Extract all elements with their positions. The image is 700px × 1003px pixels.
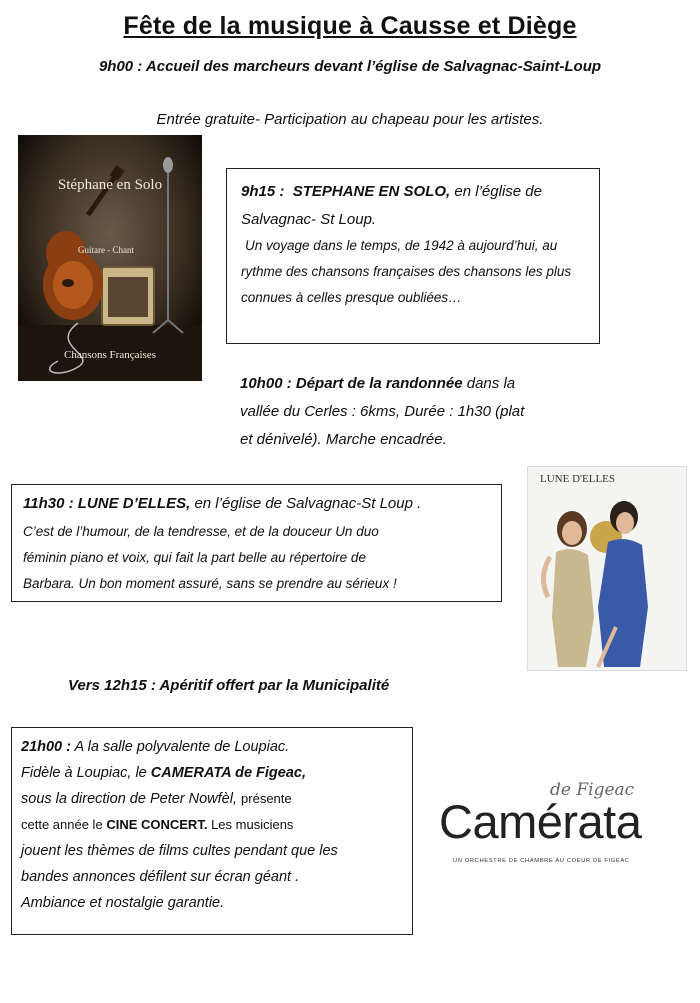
hike-line-1 [240,370,515,398]
event-stephane-desc-1: Un voyage dans le temps, de 1942 à aujourd’hui, au [245,238,558,253]
entry-line: Entrée gratuite- Participation au chapeau pour les artistes. [156,111,544,128]
camerata-logo-name: Camérata [439,795,642,848]
camerata-logo-tagline: UN ORCHESTRE DE CHAMBRE AU COEUR DE FIGEAC [453,858,630,864]
event-camerata-time: 21h00 : [21,739,71,755]
stephane-poster-footer: Chansons Françaises [64,349,156,361]
event-camerata-line-1 [21,734,289,760]
stephane-poster-title: Stéphane en Solo [57,177,163,193]
hike-line-2: vallée du Cerles : 6kms, Durée : 1h30 (plat [240,403,525,420]
event-camerata-line-7: Ambiance et nostalgie garantie. [21,895,225,911]
lune-poster-title: LUNE D'ELLES [540,473,615,485]
event-camerata-name: CAMERATA de Figeac, [150,765,306,781]
lune-poster [527,466,687,671]
event-lune-place: en l’église de Salvagnac-St Loup . [194,495,422,512]
event-lune-desc-1: C’est de l’humour, de la tendresse, et de la douceur Un duo [23,524,379,539]
event-stephane-time: 9h15 : [241,183,285,200]
event-lune-name: LUNE D’ELLES, [77,495,191,512]
event-lune-desc-2: féminin piano et voix, qui fait la part belle au répertoire de [23,550,366,565]
page-title: Fête de la musique à Causse et Diège [123,12,577,40]
event-lune-box [11,484,502,602]
stephane-poster-subtitle: Guitare - Chant [78,245,134,255]
event-camerata-line-3a: sous la direction de Peter Nowfèl, [21,791,237,807]
event-camerata-cine-concert: CINE CONCERT. [106,817,208,832]
event-camerata-place: A la salle polyvalente de Loupiac. [74,739,290,755]
stephane-poster [18,135,202,381]
event-lune-heading [23,490,421,518]
hike-rest-1: dans la [466,375,516,392]
event-lune-time: 11h30 : [23,495,74,512]
event-camerata-line-4c: Les musiciens [211,817,294,832]
hike-time-title: 10h00 : Départ de la randonnée [240,375,463,392]
event-stephane-desc-2: rythme des chansons françaises des chansons les plus [241,264,572,279]
duo-singers-illustration [528,467,686,670]
hike-line-3: et dénivelé). Marche encadrée. [240,431,447,448]
event-stephane-place-2: Salvagnac- St Loup. [241,211,377,228]
event-camerata-line-3 [21,786,292,812]
event-stephane-heading [241,178,542,206]
event-stephane-name: STEPHANE EN SOLO, [292,183,451,200]
camerata-logo [435,780,670,875]
event-camerata-line-4a: cette année le [21,817,103,832]
guitar-amp-illustration [18,135,202,381]
event-camerata-line-6: bandes annonces défilent sur écran géant . [21,869,300,885]
event-stephane-box [226,168,600,344]
event-camerata-line-4 [21,812,293,838]
event-stephane-place-1: en l’église de [454,183,542,200]
event-camerata-line-5: jouent les thèmes de films cultes pendant que les [21,843,338,859]
event-camerata-box [11,727,413,935]
event-camerata-line-3b: présente [241,791,292,806]
event-stephane-desc-3: connues à celles presque oubliées… [241,290,462,305]
event-lune-desc-3: Barbara. Un bon moment assuré, sans se prendre au sérieux ! [23,576,397,591]
event-camerata-line-2 [21,760,306,786]
event-camerata-line-2a: Fidèle à Loupiac, le [21,765,147,781]
aperitif-line: Vers 12h15 : Apéritif offert par la Municipalité [68,677,390,694]
welcome-line: 9h00 : Accueil des marcheurs devant l’église de Salvagnac-Saint-Loup [98,58,602,75]
camerata-logo-script: de Figeac [550,780,635,800]
